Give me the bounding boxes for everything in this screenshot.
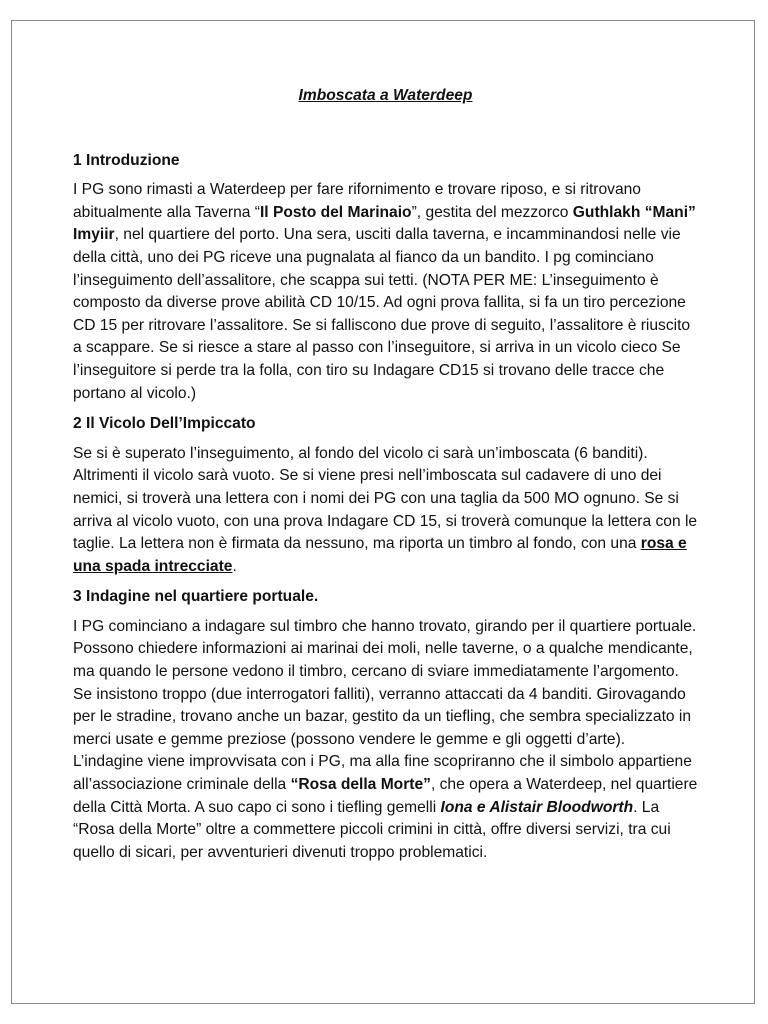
text-run: . [232, 557, 237, 575]
text-run: , nel quartiere del porto. Una sera, usciti dalla taverna, e incamminandosi nelle vie della città, uno dei PG riceve una pugnalata al fianco da un bandito. I pg cominciano l’inseguimento dell’assalitore, che scappa sui tetti. (NOTA PER ME: L’inseguimento è composto da diverse prove abilità CD 10/15. Ad ogni prova fallita, si fa un tiro percezione CD 15 per ritrovare l’assalitore. Se si falliscono due prove di seguito, l’assalitore è riuscito a scappare. Se si riesce a stare al passo con l’inseguitore, si arriva in un vicolo cieco Se l’inseguitore si perde tra la folla, con tiro su Indagare CD15 si trovano delle tracce che portano al vicolo.) [73, 226, 691, 402]
document-body [73, 85, 698, 872]
twins-names: Iona e Alistair Bloodworth [440, 798, 634, 816]
guild-name: “Rosa della Morte” [290, 776, 431, 794]
paragraph-introduzione [73, 179, 698, 405]
text-run: . La “Rosa della Morte” oltre a commettere piccoli crimini in città, offre diversi servizi, tra cui quello di sicari, per avventurieri divenuti troppo problematici. [73, 798, 671, 861]
text-run: I PG cominciano a indagare sul timbro che hanno trovato, girando per il quartiere portuale. Possono chiedere informazioni ai marinai dei moli, nelle taverne, o a qualche mendicante, ma quando le persone vedono il timbro, cercano di sviare immediatamente l’argomento. Se insistono troppo (due interrogatori falliti), verranno attaccati da 4 banditi. Girovagando per le stradine, trovano anche un bazar, gestito da un tiefling, che sembra specializzato in merci usate e gemme preziose (possono vendere le gemme e gli oggetti d’arte). L’indagine viene improvvisata con i PG, ma alla fine scopriranno che il simbolo appartiene all’associazione criminale della [73, 617, 697, 794]
section-heading-introduzione: 1 Introduzione [73, 151, 180, 169]
text-run: Se si è superato l’inseguimento, al fondo del vicolo ci sarà un’imboscata (6 banditi). Altrimenti il vicolo sarà vuoto. Se si viene presi nell’imboscata sul cadavere di uno dei nemici, si troverà una lettera con i nomi dei PG con una taglia da 500 MO ognuno. Se si arriva al vicolo vuoto, con una prova Indagare CD 15, si troverà comunque la lettera con le taglie. La lettera non è firmata da nessuno, ma riporta un timbro al fondo, con una [73, 444, 698, 553]
section-heading-indagine: 3 Indagine nel quartiere portuale. [73, 588, 319, 606]
text-run: I PG sono rimasti a Waterdeep per fare rifornimento e trovare riposo, e si ritrovano abitualmente alla Taverna “ [73, 181, 641, 221]
paragraph-indagine [73, 616, 698, 865]
tavern-name: Il Posto del Marinaio [259, 203, 412, 221]
npc-name: Guthlakh “Mani” Imyiir [73, 203, 696, 244]
emblem-text: rosa e una spada intrecciate [73, 535, 687, 575]
paragraph-vicolo [73, 443, 698, 579]
text-run: ”, gestita del mezzorco [411, 203, 573, 221]
text-run: , che opera a Waterdeep, nel quartiere della Città Morta. A suo capo ci sono i tiefling gemelli [73, 776, 698, 816]
document-page [11, 20, 755, 1004]
section-heading-vicolo: 2 Il Vicolo Dell’Impiccato [73, 415, 256, 433]
document-title: Imboscata a Waterdeep [298, 87, 473, 104]
